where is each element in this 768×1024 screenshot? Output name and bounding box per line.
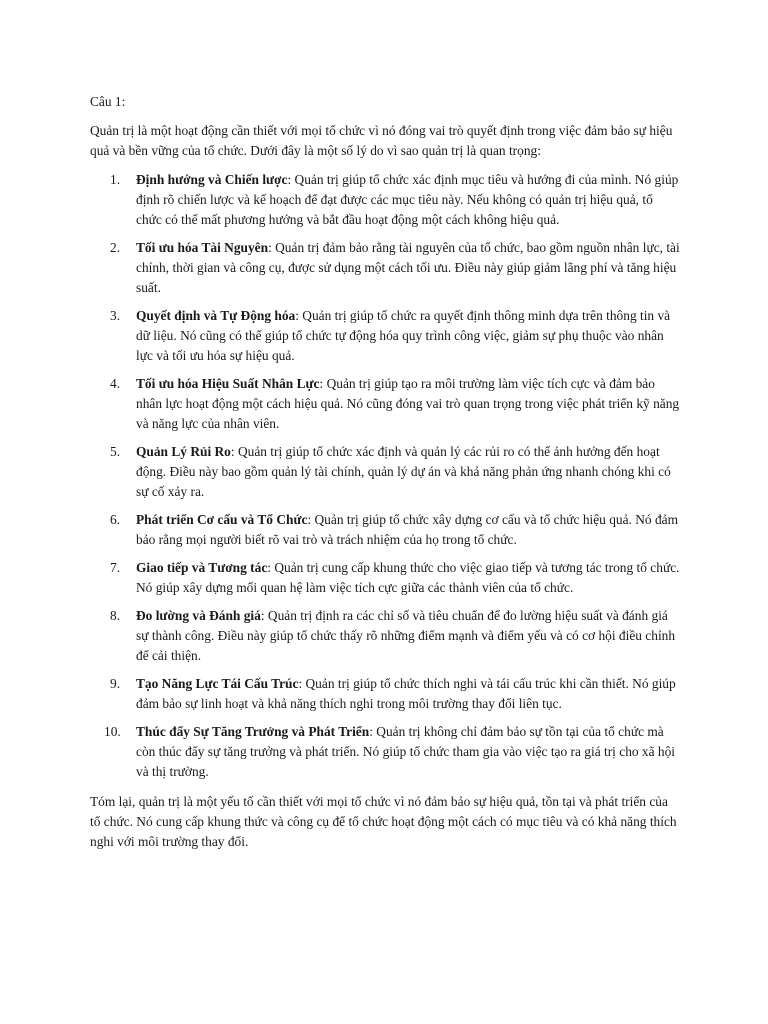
conclusion-paragraph: Tóm lại, quản trị là một yếu tố cần thiết với mọi tổ chức vì nó đảm bảo sự hiệu quả, tồn tại và phát triển của tổ chức. Nó cung cấp khung thức và công cụ để tổ chức hoạt động một cách có mục tiêu và có khả năng thích nghi với môi trường thay đổi. <box>90 794 677 849</box>
item-title: Quyết định và Tự Động hóa <box>136 308 296 323</box>
item-title: Tối ưu hóa Tài Nguyên <box>136 240 269 255</box>
item-number: 5. <box>110 444 121 459</box>
list-item <box>90 722 680 782</box>
item-title: Tạo Năng Lực Tái Cấu Trúc <box>136 676 299 691</box>
item-title: Thúc đẩy Sự Tăng Trưởng và Phát Triển <box>136 724 370 739</box>
item-title: Giao tiếp và Tương tác <box>136 560 268 575</box>
item-text: : Quản trị giúp tổ chức xác định mục tiêu và hướng đi của mình. Nó giúp định rõ chiến lược và kế hoạch để đạt được các mục tiêu này. Nếu không có quản trị hiệu quả, tổ chức có thể mất phương hướng và bắt đầu hoạt động một cách không hiệu quả. <box>136 172 679 227</box>
item-text: : Quản trị giúp tổ chức xây dựng cơ cấu và tổ chức hiệu quả. Nó đảm bảo rằng mọi người biết rõ vai trò và trách nhiệm của họ trong tổ chức. <box>136 512 679 547</box>
item-text: : Quản trị giúp tạo ra môi trường làm việc tích cực và đảm bảo nhân lực hoạt động một cách hiệu quả. Nó cũng đóng vai trò quan trọng trong việc phát triển kỹ năng và năng lực của nhân viên. <box>136 376 680 431</box>
item-number: 8. <box>110 608 121 623</box>
question-heading: Câu 1: <box>90 94 126 109</box>
item-title: Định hướng và Chiến lược <box>136 172 288 187</box>
item-title: Quản Lý Rủi Ro <box>136 444 231 459</box>
list-item <box>90 442 680 502</box>
item-number: 7. <box>110 560 121 575</box>
list-item <box>90 674 680 714</box>
item-number: 10. <box>104 724 121 739</box>
item-number: 1. <box>110 172 121 187</box>
reasons-list <box>90 170 680 782</box>
item-number: 4. <box>110 376 121 391</box>
item-text: : Quản trị giúp tổ chức ra quyết định thông minh dựa trên thông tin và dữ liệu. Nó cũng có thể giúp tổ chức tự động hóa quy trình công việc, giảm sự phụ thuộc vào nhân lực và tối ưu hóa sự hiệu quả. <box>136 308 671 363</box>
item-number: 3. <box>110 308 121 323</box>
intro-paragraph: Quản trị là một hoạt động cần thiết với mọi tổ chức vì nó đóng vai trò quyết định trong việc đảm bảo sự hiệu quả và bền vững của tổ chức. Dưới đây là một số lý do vì sao quản trị là quan trọng: <box>90 123 673 158</box>
item-number: 6. <box>110 512 121 527</box>
item-text: : Quản trị đảm bảo rằng tài nguyên của tổ chức, bao gồm nguồn nhân lực, tài chính, thời gian và công cụ, được sử dụng một cách tối ưu. Điều này giúp giảm lãng phí và tăng hiệu suất. <box>136 240 680 295</box>
list-item <box>90 374 680 434</box>
list-item <box>90 606 680 666</box>
item-text: : Quản trị giúp tổ chức thích nghi và tái cấu trúc khi cần thiết. Nó giúp đảm bảo sự linh hoạt và khả năng thích nghi trong môi trường thay đổi liên tục. <box>136 676 676 711</box>
item-text: : Quản trị cung cấp khung thức cho việc giao tiếp và tương tác trong tổ chức. Nó giúp xây dựng mối quan hệ làm việc tích cực giữa các thành viên của tổ chức. <box>136 560 680 595</box>
item-number: 2. <box>110 240 121 255</box>
list-item <box>90 170 680 230</box>
item-text: : Quản trị không chỉ đảm bảo sự tồn tại của tổ chức mà còn thúc đẩy sự tăng trưởng và phát triển. Nó giúp tổ chức tham gia vào việc tạo ra giá trị cho xã hội và thị trường. <box>136 724 676 779</box>
list-item <box>90 558 680 598</box>
item-title: Phát triển Cơ cấu và Tổ Chức <box>136 512 308 527</box>
item-title: Tối ưu hóa Hiệu Suất Nhân Lực <box>136 376 320 391</box>
item-number: 9. <box>110 676 121 691</box>
item-text: : Quản trị định ra các chỉ số và tiêu chuẩn để đo lường hiệu suất và đánh giá sự thành công. Điều này giúp tổ chức thấy rõ những điểm mạnh và điểm yếu và có cơ hội điều chỉnh để cải thiện. <box>136 608 676 663</box>
list-item <box>90 510 680 550</box>
item-title: Đo lường và Đánh giá <box>136 608 261 623</box>
item-text: : Quản trị giúp tổ chức xác định và quản lý các rủi ro có thể ảnh hưởng đến hoạt động. Điều này bao gồm quản lý tài chính, quản lý dự án và khả năng phản ứng nhanh chóng khi có sự cố xảy ra. <box>136 444 671 499</box>
list-item <box>90 306 680 366</box>
list-item <box>90 238 680 298</box>
